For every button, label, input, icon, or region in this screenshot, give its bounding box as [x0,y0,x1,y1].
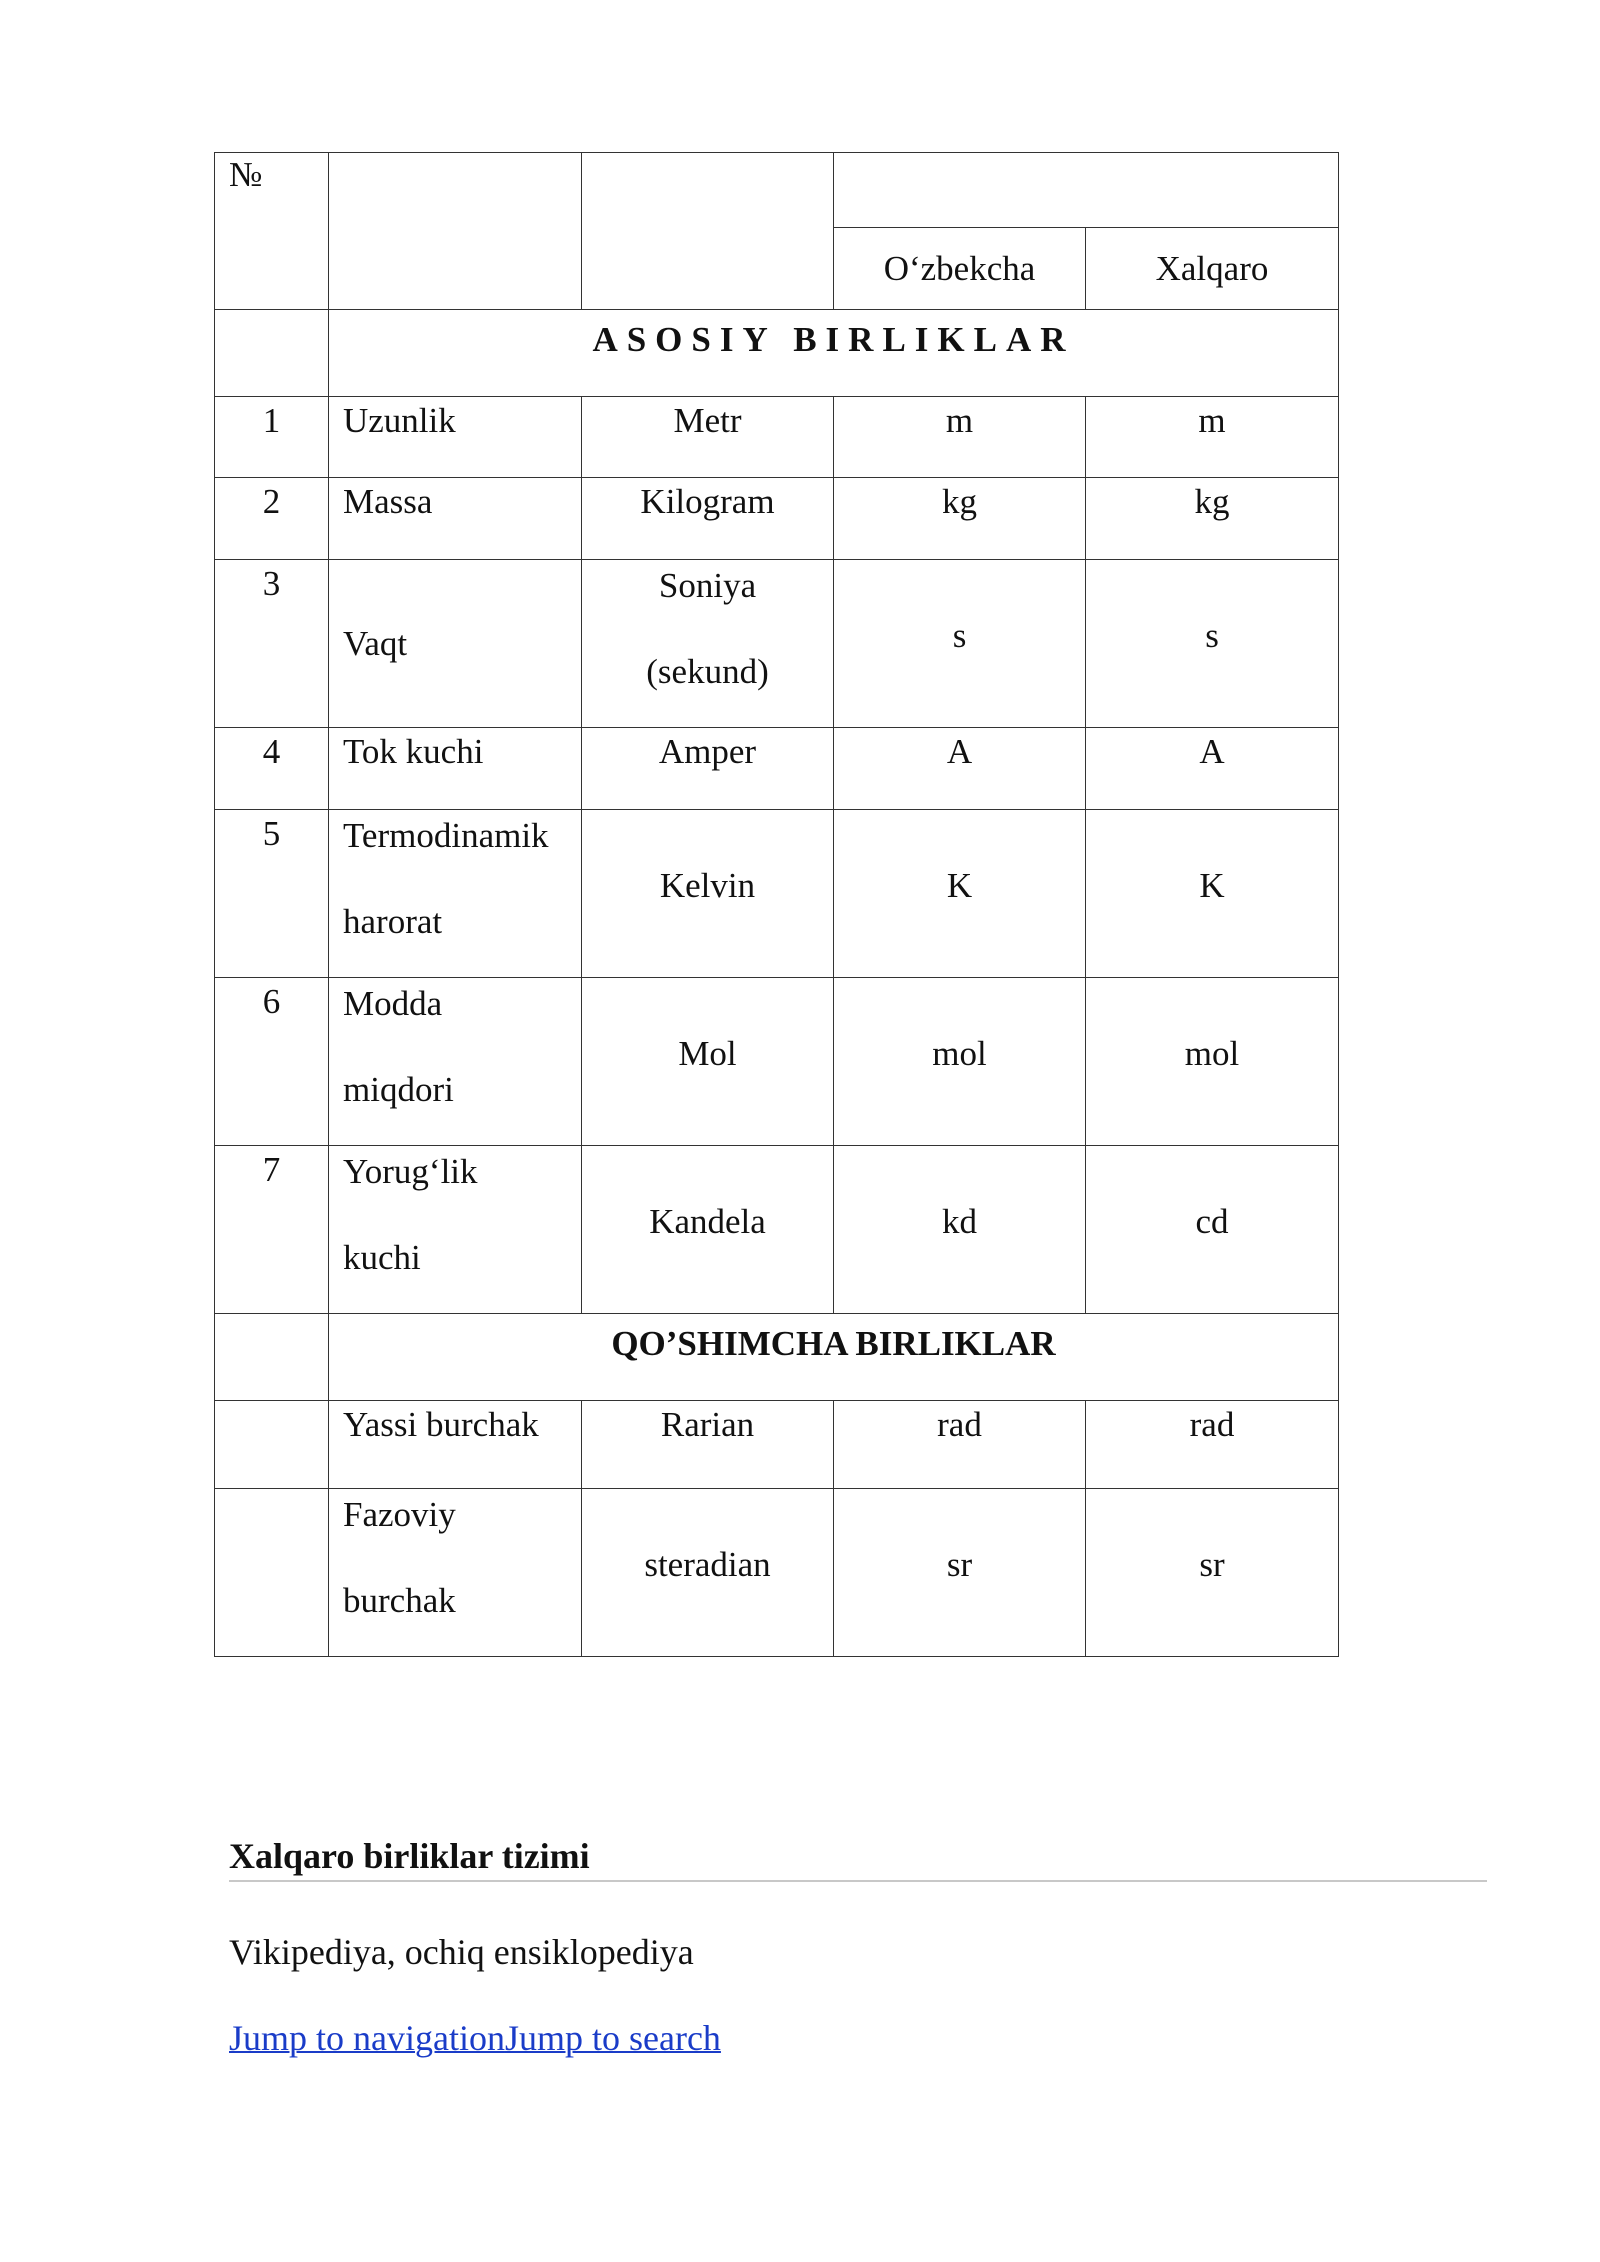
unit-name [582,728,834,810]
section-title-basic: ASOSIY BIRLIKLAR [329,310,1339,397]
uzbek-header: O‘zbekcha [834,228,1086,310]
uzbek-symbol: rad [834,1401,1086,1489]
international-symbol: A [1086,728,1339,810]
basic-units-body [215,397,1339,1314]
quantity-name-line: burchak [343,1581,456,1620]
unit-name-text: steradian [644,1544,771,1584]
quantity-name [329,978,582,1146]
row-number: 1 [215,397,329,478]
quantity-name-line: Yorug‘lik [343,1152,478,1191]
quantity-name-line: harorat [343,902,443,941]
table-row [215,560,1339,728]
jump-to-search-link[interactable]: Jump to search [504,2018,721,2058]
unit-name-text: Kilogram [640,482,775,521]
row-number: 7 [215,1146,329,1314]
table-row [215,397,1339,478]
quantity-name [329,397,582,478]
unit-name-text: Kandela [649,1201,766,1241]
quantity-name-line: Modda [343,984,443,1023]
jump-links [229,2017,721,2059]
number-header: № [215,153,329,310]
unit-name [582,978,834,1146]
uzbek-symbol: kg [834,478,1086,560]
international-symbol: kg [1086,478,1339,560]
unit-name-line: Soniya [658,566,757,605]
table-row [215,1146,1339,1314]
row-number [215,1401,329,1489]
unit-name [582,1146,834,1314]
unit-name [582,560,834,728]
quantity-name [329,478,582,560]
uzbek-symbol: A [834,728,1086,810]
unit-name-text: Rarian [660,1405,755,1444]
section-title-extra: QO’SHIMCHA BIRLIKLAR [329,1314,1339,1401]
uzbek-symbol: m [834,397,1086,478]
quantity-name-line: Fazoviy [343,1495,456,1534]
quantity-name-text: Tok kuchi [343,732,484,771]
uzbek-symbol: mol [834,978,1086,1146]
unit-name-line: (sekund) [646,652,769,691]
international-symbol: sr [1086,1489,1339,1657]
unit-name-text: Metr [673,401,742,440]
unit-name-text: Amper [658,732,757,771]
uzbek-symbol: K [834,810,1086,978]
row-number: 5 [215,810,329,978]
international-symbol: K [1086,810,1339,978]
title-divider [229,1880,1487,1882]
uzbek-symbol: kd [834,1146,1086,1314]
quantity-header [329,153,582,310]
international-symbol: mol [1086,978,1339,1146]
table-header-row-top [215,153,1339,228]
unit-header [582,153,834,310]
table-row [215,810,1339,978]
designation-header [834,153,1339,228]
quantity-name-text: Massa [343,482,433,521]
international-symbol: m [1086,397,1339,478]
quantity-name [329,1146,582,1314]
table-row [215,978,1339,1146]
table-row [215,1489,1339,1657]
quantity-name [329,560,582,728]
quantity-name-line: kuchi [343,1238,421,1277]
quantity-name-line: miqdori [343,1070,454,1109]
international-symbol: cd [1086,1146,1339,1314]
row-number: 3 [215,560,329,728]
uzbek-symbol: s [834,560,1086,728]
unit-name [582,1401,834,1489]
unit-name-text: Mol [678,1033,737,1073]
quantity-name-text: Vaqt [343,623,408,663]
unit-name [582,1489,834,1657]
unit-name [582,810,834,978]
extra-units-body [215,1401,1339,1657]
international-symbol: s [1086,560,1339,728]
section-row-extra [215,1314,1339,1401]
row-number [215,1489,329,1657]
quantity-name-text: Uzunlik [343,401,456,440]
international-symbol: rad [1086,1401,1339,1489]
si-units-table [214,152,1339,1657]
quantity-name-text: Yassi burchak [343,1405,539,1444]
unit-name [582,397,834,478]
unit-name-text: Kelvin [659,865,756,905]
row-number: 6 [215,978,329,1146]
row-number: 2 [215,478,329,560]
quantity-name [329,810,582,978]
quantity-name-line: Termodinamik [343,816,549,855]
article-subtitle: Vikipediya, ochiq ensiklopediya [229,1932,694,1972]
uzbek-symbol: sr [834,1489,1086,1657]
quantity-name [329,1489,582,1657]
jump-to-navigation-link[interactable]: Jump to navigation [229,2018,505,2058]
international-header: Xalqaro [1086,228,1339,310]
section-row-basic [215,310,1339,397]
article-title: Xalqaro birliklar tizimi [229,1836,590,1876]
row-number: 4 [215,728,329,810]
